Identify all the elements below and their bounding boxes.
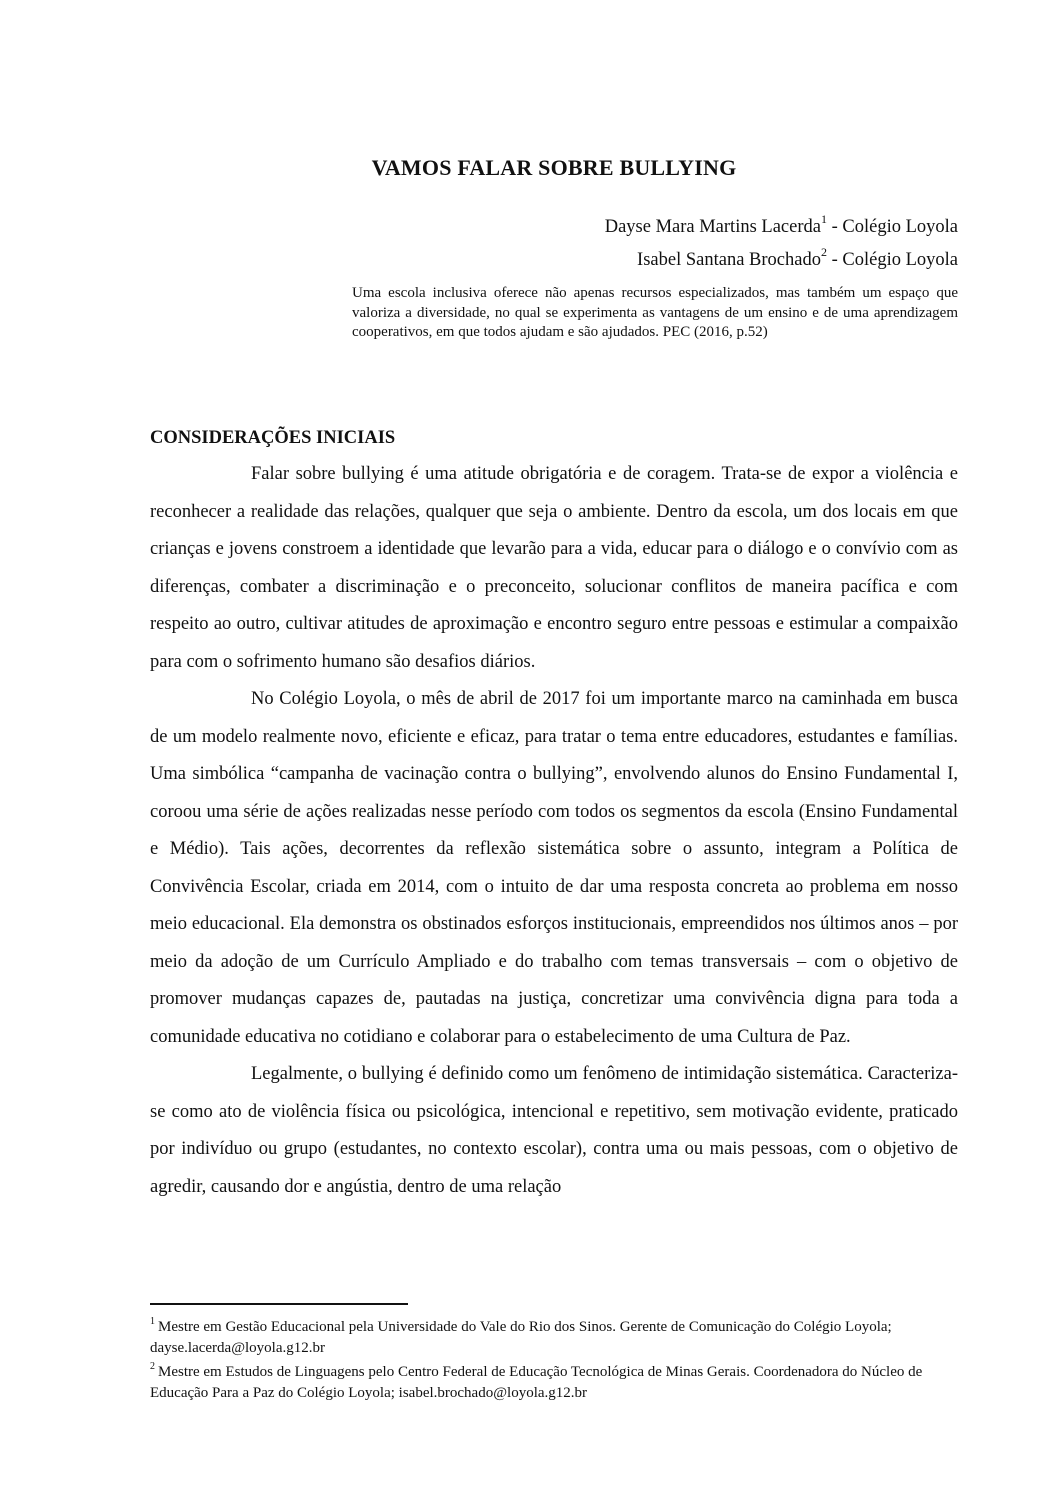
footnote-mark: 1	[150, 1316, 155, 1327]
footnote-text: Mestre em Gestão Educacional pela Universidade do Vale do Rio dos Sinos. Gerente de Comunicação do Colégio Loyola; dayse.lacerda@loyola.g12.br	[150, 1319, 892, 1356]
epigraph-quote: Uma escola inclusiva oferece não apenas recursos especializados, mas também um espaço que valoriza a diversidade, no qual se experimenta as vantagens de um ensino e de uma aprendizagem cooperativos, em que todos ajudam e são ajudados. PEC (2016, p.52)	[352, 285, 958, 340]
author-line	[605, 208, 958, 241]
author-line	[605, 241, 958, 274]
section-heading: CONSIDERAÇÕES INICIAIS	[150, 428, 396, 448]
footnote	[150, 1313, 962, 1358]
paragraph: Legalmente, o bullying é definido como um fenômeno de intimidação sistemática. Caracteriza-se como ato de violência física ou psicológica, intencional e repetitivo, sem motivação evidente, praticado por indivíduo ou grupo (estudantes, no contexto escolar), contra uma ou mais pessoas, com o objetivo de agredir, causando dor e angústia, dentro de uma relação	[150, 1064, 958, 1197]
body-text	[150, 456, 958, 1206]
author-affiliation: - Colégio Loyola	[826, 250, 958, 271]
footnote-divider	[150, 1303, 408, 1305]
document-title: VAMOS FALAR SOBRE BULLYING	[371, 155, 737, 180]
paragraph: Falar sobre bullying é uma atitude obrigatória e de coragem. Trata-se de expor a violência e reconhecer a realidade das relações, qualquer que seja o ambiente. Dentro da escola, um dos locais em que crianças e jovens constroem a identidade que levarão para a vida, educar para o diálogo e o convívio com as diferenças, combater a discriminação e o preconceito, solucionar conflitos de maneira pacífica e com respeito ao outro, cultivar atitudes de aproximação e encontro seguro entre pessoas e estimular a compaixão para com o sofrimento humano são desafios diários.	[150, 464, 958, 672]
author-name: Dayse Mara Martins Lacerda	[604, 217, 821, 238]
author-name: Isabel Santana Brochado	[637, 250, 821, 271]
author-list	[605, 208, 958, 274]
footnote	[150, 1358, 962, 1403]
footnote-ref[interactable]: 1	[820, 212, 827, 226]
footnote-mark: 2	[150, 1361, 155, 1372]
footnotes	[150, 1313, 962, 1403]
footnote-text: Mestre em Estudos de Linguagens pelo Centro Federal de Educação Tecnológica de Minas Gerais. Coordenadora do Núcleo de Educação Para a Paz do Colégio Loyola; isabel.brochado@loyola.g12.br	[150, 1364, 923, 1401]
author-affiliation: - Colégio Loyola	[826, 217, 958, 238]
footnote-ref[interactable]: 2	[820, 245, 827, 260]
paragraph: No Colégio Loyola, o mês de abril de 2017 foi um importante marco na caminhada em busca de um modelo realmente novo, eficiente e eficaz, para tratar o tema entre educadores, estudantes e famílias. Uma simbólica “campanha de vacinação contra o bullying”, envolvendo alunos do Ensino Fundamental I, coroou uma série de ações realizadas nesse período com todos os segmentos da escola (Ensino Fundamental e Médio). Tais ações, decorrentes da reflexão sistemática sobre o assunto, integram a Política de Convivência Escolar, criada em 2014, com o intuito de dar uma resposta concreta ao problema em nosso meio educacional. Ela demonstra os obstinados esforços institucionais, empreendidos nos últimos anos – por meio da adoção de um Currículo Ampliado e do trabalho com temas transversais – com o objetivo de promover mudanças capazes de, pautadas na justiça, concretizar uma convivência digna para toda a comunidade educativa no cotidiano e colaborar para o estabelecimento de uma Cultura de Paz.	[150, 689, 958, 1047]
